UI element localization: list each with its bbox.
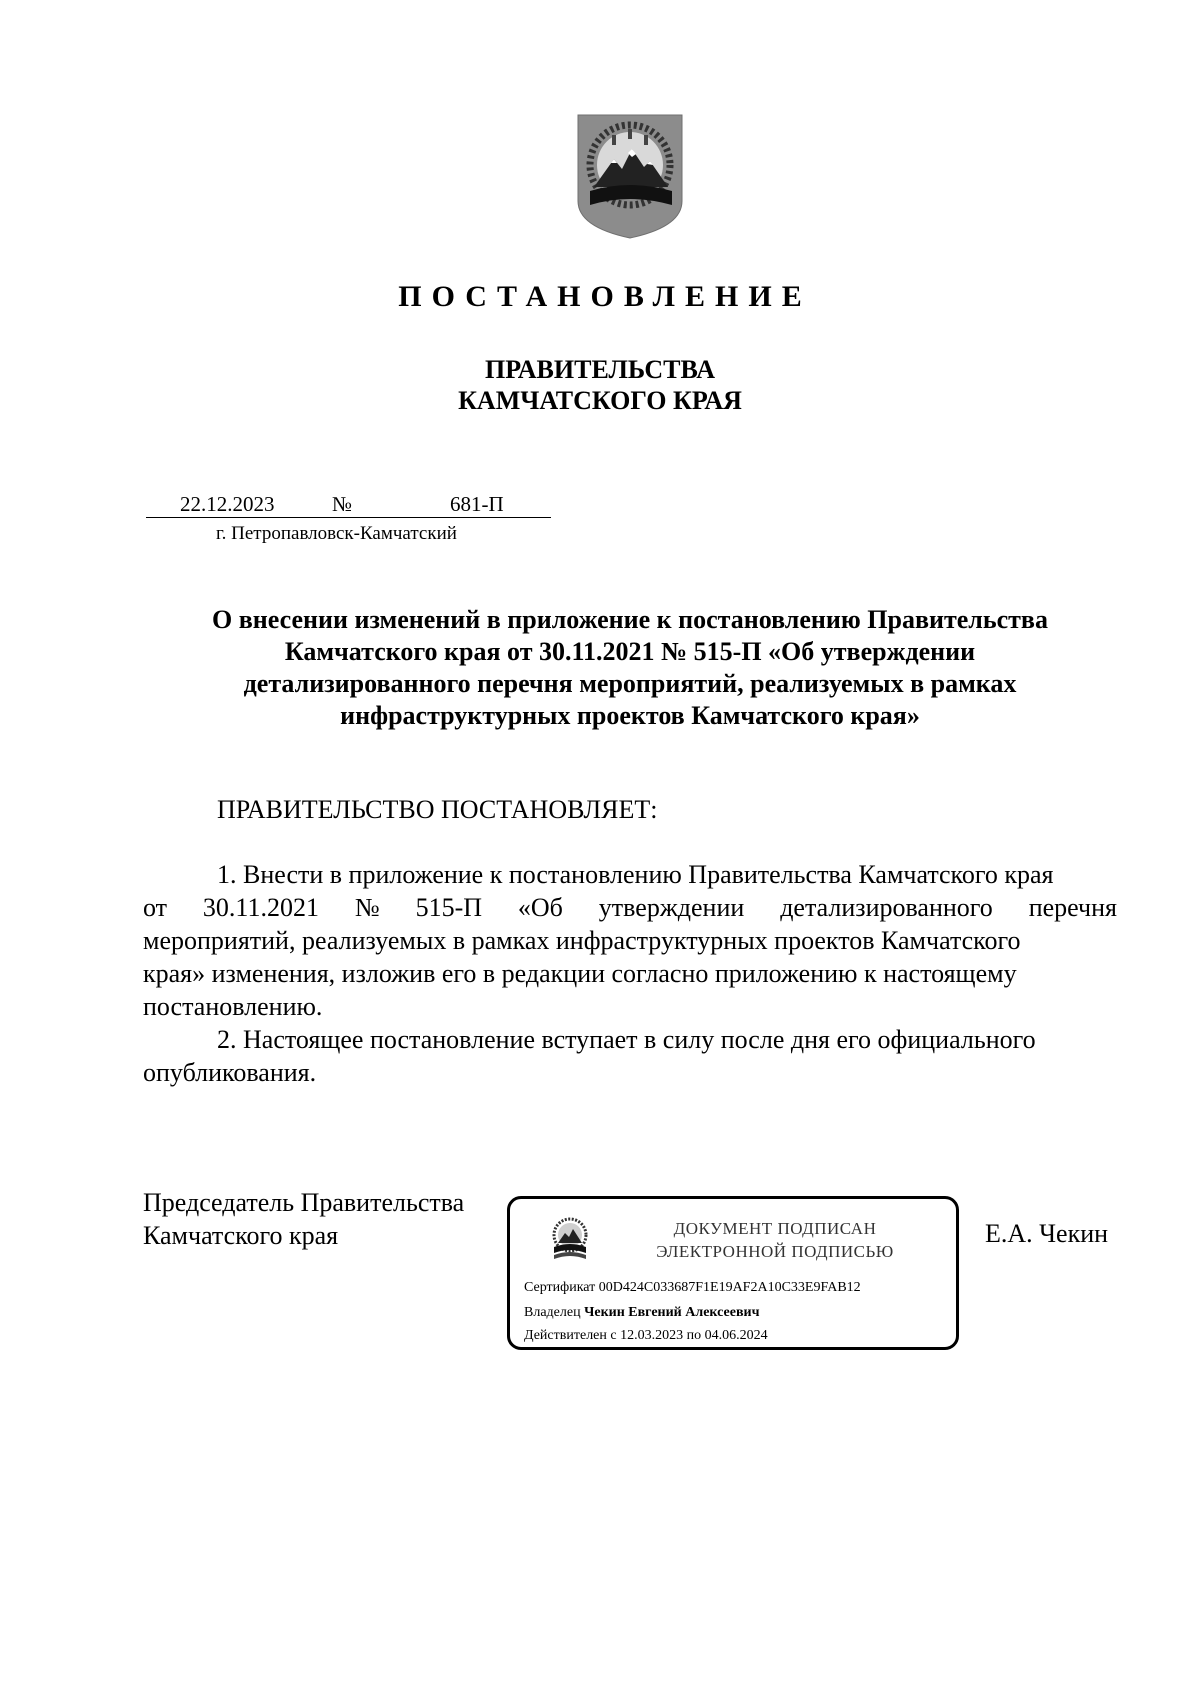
signer-name: Е.А. Чекин	[985, 1219, 1109, 1248]
owner-label: Владелец	[524, 1305, 581, 1320]
body-word: 30.11.2021	[202, 893, 319, 922]
coat-of-arms-icon	[550, 1217, 590, 1263]
body-line: 2. Настоящее постановление вступает в силу после дня его официального	[217, 1025, 1036, 1054]
body-line	[143, 858, 1117, 891]
owner-value: Чекин Евгений Алексеевич	[584, 1305, 760, 1320]
stamp-heading: ЭЛЕКТРОННОЙ ПОДПИСЬЮ	[656, 1242, 894, 1261]
document-number: 681-П	[450, 492, 504, 516]
registration-underline	[146, 517, 551, 518]
signer-position	[143, 1186, 464, 1252]
body-word: детализированного	[780, 893, 993, 922]
body-word: перечня	[1028, 893, 1117, 922]
issuer-line-1: ПРАВИТЕЛЬСТВА	[485, 355, 715, 384]
issuer-line-2: КАМЧАТСКОГО КРАЯ	[458, 386, 742, 415]
owner-row	[524, 1305, 759, 1321]
body-line: мероприятий, реализуемых в рамках инфраструктурных проектов Камчатского	[143, 926, 1021, 955]
title-line: О внесении изменений в приложение к постановлению Правительства	[212, 605, 1048, 634]
stamp-heading: ДОКУМЕНТ ПОДПИСАН	[673, 1219, 877, 1238]
electronic-signature-stamp	[507, 1196, 959, 1350]
valid-to-label: по	[686, 1328, 702, 1343]
coat-of-arms-emblem	[576, 113, 684, 240]
title-line: Камчатского края от 30.11.2021 № 515-П «Об утверждении	[284, 637, 976, 666]
body-line: опубликования.	[143, 1058, 317, 1087]
body-line: края» изменения, изложив его в редакции согласно приложению к настоящему	[143, 959, 1017, 988]
validity-row	[524, 1328, 768, 1344]
valid-from: 12.03.2023	[620, 1328, 684, 1343]
signer-position-line: Камчатского края	[143, 1221, 339, 1250]
body-line: постановлению.	[143, 992, 323, 1021]
validity-label: Действителен с	[524, 1328, 617, 1343]
body-line-text: 1. Внести в приложение к постановлению Правительства Камчатского края	[217, 860, 1054, 889]
document-place: г. Петропавловск-Камчатский	[216, 523, 457, 544]
certificate-row	[524, 1280, 861, 1296]
signer-position-line: Председатель Правительства	[143, 1188, 465, 1217]
title-line: инфраструктурных проектов Камчатского края»	[340, 701, 920, 730]
body-word: утверждении	[598, 893, 745, 922]
document-body	[143, 858, 1117, 1089]
certificate-label: Сертификат	[524, 1280, 596, 1295]
certificate-value: 00D424C033687F1E19AF2A10C33E9FAB12	[598, 1280, 861, 1295]
body-word: №	[354, 893, 380, 922]
body-word: «Об	[517, 893, 563, 922]
resolves-heading: ПРАВИТЕЛЬСТВО ПОСТАНОВЛЯЕТ:	[217, 795, 658, 824]
body-word: 515-П	[415, 893, 482, 922]
document-type-heading: ПОСТАНОВЛЕНИЕ	[398, 280, 812, 313]
document-date: 22.12.2023	[180, 492, 275, 516]
body-line-justified	[143, 891, 1117, 924]
valid-to: 04.06.2024	[704, 1328, 768, 1343]
body-word: от	[143, 893, 168, 922]
number-sign: №	[332, 492, 353, 516]
title-line: детализированного перечня мероприятий, реализуемых в рамках	[243, 669, 1017, 698]
document-title	[140, 604, 1120, 732]
